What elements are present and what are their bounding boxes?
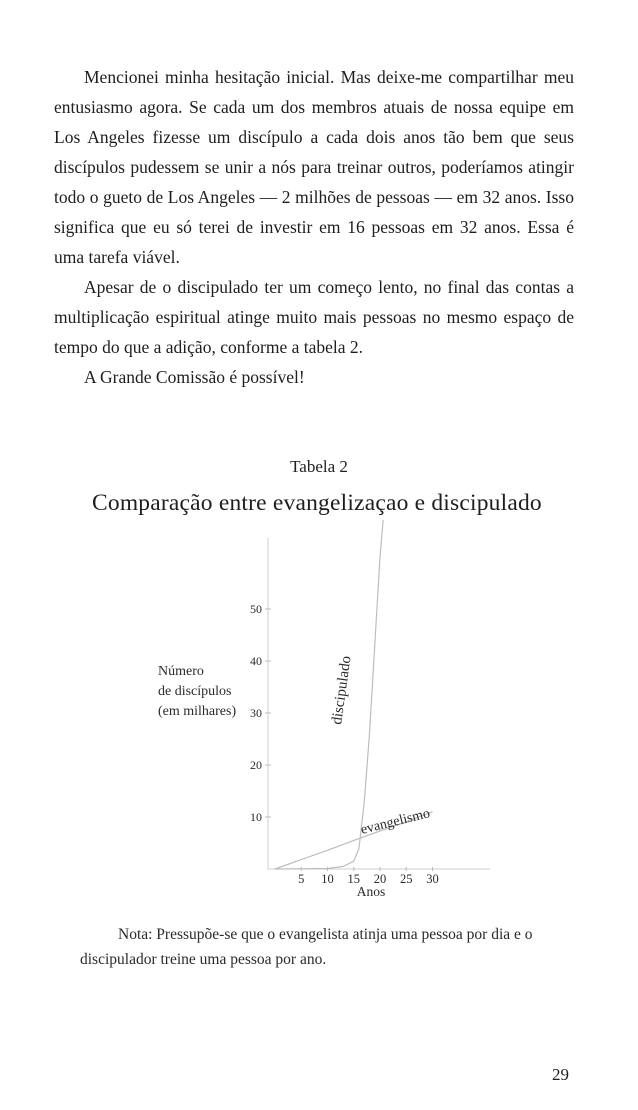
- y-axis-label-line: (em milhares): [158, 704, 237, 719]
- paragraph: Apesar de o discipulado ter um começo lento, no final das contas a multiplicação espiritual atinge muito mais pessoas no mesmo espaço de tempo do que a adição, conforme a tabela 2.: [54, 277, 574, 357]
- y-axis-label-line: Número: [158, 664, 204, 679]
- paragraph: Mencionei minha hesitação inicial. Mas deixe-me compartilhar meu entusiasmo agora. Se cada um dos membros atuais de nossa equipe em Los Angeles fizesse um discípulo a cada dois anos tão bem que seus discípulos pudessem se unir a nós para treinar outros, poderíamos atingir todo o gueto de Los Angeles — 2 milhões de pessoas — em 32 anos. Isso significa que eu só terei de investir em 16 pessoas em 32 anos. Essa é uma tarefa viável.: [54, 67, 574, 267]
- body-text: [54, 62, 574, 392]
- chart-title: Comparação entre evangelizaçao e discipulado: [92, 490, 542, 516]
- series-label-evangelismo: evangelismo: [359, 806, 432, 838]
- x-tick-label: 30: [426, 872, 439, 886]
- y-tick-label: 10: [250, 810, 262, 824]
- x-tick-label: 20: [373, 872, 387, 886]
- series-label-discipulado: discipulado: [329, 654, 355, 726]
- y-tick-label: 30: [250, 706, 262, 720]
- x-tick-label: 10: [321, 872, 334, 886]
- x-tick-label: 25: [400, 872, 413, 886]
- y-tick-label: 40: [250, 654, 262, 668]
- y-axis-label-line: de discípulos: [158, 684, 232, 699]
- chart: [0, 520, 638, 900]
- page-number: 29: [552, 1065, 569, 1084]
- x-tick-label: 5: [298, 872, 305, 886]
- x-axis-label: Anos: [356, 884, 386, 899]
- x-tick-label: 15: [347, 872, 360, 886]
- note: Nota: Pressupõe-se que o evangelista atinja uma pessoa por dia e o discipulador treine uma pessoa por ano.: [80, 926, 533, 968]
- y-tick-label: 20: [250, 758, 262, 772]
- table-label: Tabela 2: [290, 457, 348, 476]
- paragraph: A Grande Comissão é possível!: [84, 367, 305, 387]
- y-tick-label: 50: [250, 602, 262, 616]
